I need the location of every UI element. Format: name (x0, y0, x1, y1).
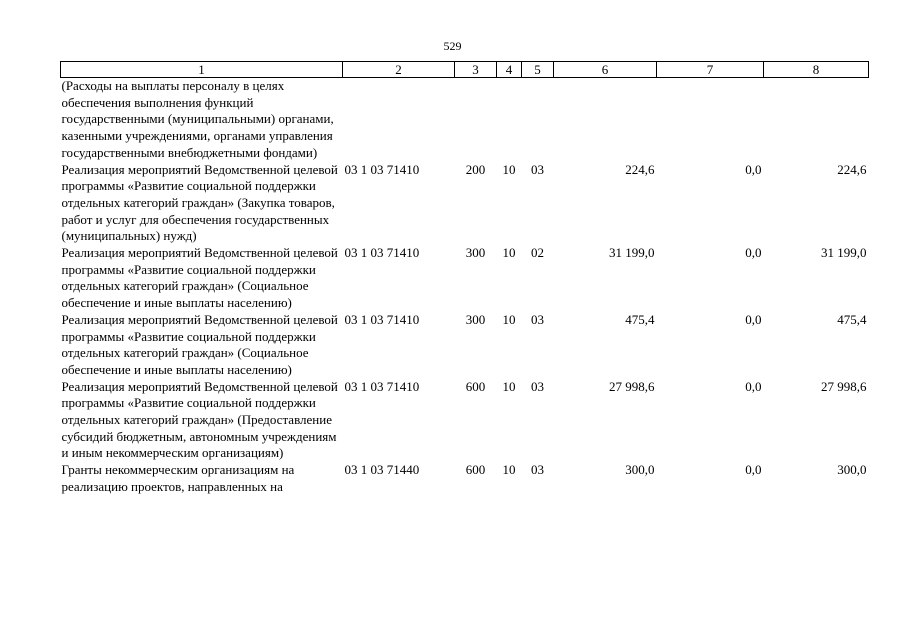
row-subsection: 03 (531, 311, 544, 327)
row-expense-type (455, 78, 497, 162)
row-name: Реализация мероприятий Ведомственной целевой программы «Развитие социальной поддержки отдельных категорий граждан» (Предоставление субсидий бюджетным, автономным учреждениям и иным некоммерческим организациям) (61, 378, 338, 461)
row-section: 10 (502, 311, 516, 327)
row-amount-7: 0,0 (745, 245, 762, 261)
row-amount-8: 224,6 (837, 161, 867, 177)
row-amount-7 (657, 78, 764, 162)
row-expense-type: 300 (465, 245, 486, 261)
row-amount-6: 224,6 (625, 161, 655, 177)
row-subsection: 03 (531, 462, 544, 478)
row-subsection: 02 (531, 245, 544, 261)
row-name: Гранты некоммерческим организациям на реализацию проектов, направленных на (61, 462, 295, 494)
row-name: Реализация мероприятий Ведомственной целевой программы «Развитие социальной поддержки отдельных категорий граждан» (Социальное обеспечение и иные выплаты населению) (61, 311, 338, 377)
table-row (61, 462, 869, 495)
table-body (61, 78, 869, 496)
column-header-6: 6 (554, 62, 657, 78)
row-code (343, 78, 455, 162)
row-amount-7: 0,0 (745, 311, 762, 327)
row-amount-6: 475,4 (625, 311, 655, 327)
row-section: 10 (502, 462, 516, 478)
row-expense-type: 600 (465, 378, 486, 394)
row-expense-type: 200 (465, 161, 486, 177)
row-section: 10 (502, 245, 516, 261)
row-subsection: 03 (531, 378, 544, 394)
row-amount-6: 31 199,0 (609, 245, 655, 261)
column-header-1: 1 (61, 62, 343, 78)
row-amount-8: 27 998,6 (821, 378, 867, 394)
row-code: 03 1 03 71410 (344, 378, 420, 394)
budget-table (60, 61, 869, 496)
row-name: Реализация мероприятий Ведомственной целевой программы «Развитие социальной поддержки отдельных категорий граждан» (Социальное обеспечение и иные выплаты населению) (61, 245, 338, 311)
table-header (61, 62, 869, 78)
table-row (61, 379, 869, 463)
row-subsection: 03 (531, 161, 544, 177)
row-subsection (522, 78, 554, 162)
row-code: 03 1 03 71410 (344, 161, 420, 177)
column-header-5: 5 (522, 62, 554, 78)
row-section: 10 (502, 161, 516, 177)
row-name: Реализация мероприятий Ведомственной целевой программы «Развитие социальной поддержки отдельных категорий граждан» (Закупка товаров, работ и услуг для обеспечения государственных (муниципальных) нужд) (61, 161, 338, 244)
row-amount-8: 31 199,0 (821, 245, 867, 261)
row-amount-7: 0,0 (745, 462, 762, 478)
row-code: 03 1 03 71440 (344, 462, 420, 478)
row-code: 03 1 03 71410 (344, 245, 420, 261)
table-row (61, 162, 869, 246)
table-row (61, 312, 869, 379)
row-expense-type: 300 (465, 311, 486, 327)
column-header-7: 7 (657, 62, 764, 78)
column-header-4: 4 (497, 62, 522, 78)
row-amount-7: 0,0 (745, 378, 762, 394)
row-amount-7: 0,0 (745, 161, 762, 177)
column-header-8: 8 (764, 62, 869, 78)
row-expense-type: 600 (465, 462, 486, 478)
row-amount-6: 27 998,6 (609, 378, 655, 394)
header-row (61, 62, 869, 78)
column-header-3: 3 (455, 62, 497, 78)
row-amount-8: 300,0 (837, 462, 867, 478)
table-row (61, 78, 869, 162)
row-section (497, 78, 522, 162)
row-section: 10 (502, 378, 516, 394)
row-amount-8: 475,4 (837, 311, 867, 327)
row-name: (Расходы на выплаты персоналу в целях обеспечения выполнения функций государственными (муниципальными) органами, казенными учреждениями, органами управления государственными внебюджетными фондами) (61, 78, 334, 160)
column-header-2: 2 (343, 62, 455, 78)
row-amount-6: 300,0 (625, 462, 655, 478)
row-amount-8 (764, 78, 869, 162)
row-amount-6 (554, 78, 657, 162)
page-number: 529 (443, 39, 462, 53)
table-row (61, 245, 869, 312)
row-code: 03 1 03 71410 (344, 311, 420, 327)
